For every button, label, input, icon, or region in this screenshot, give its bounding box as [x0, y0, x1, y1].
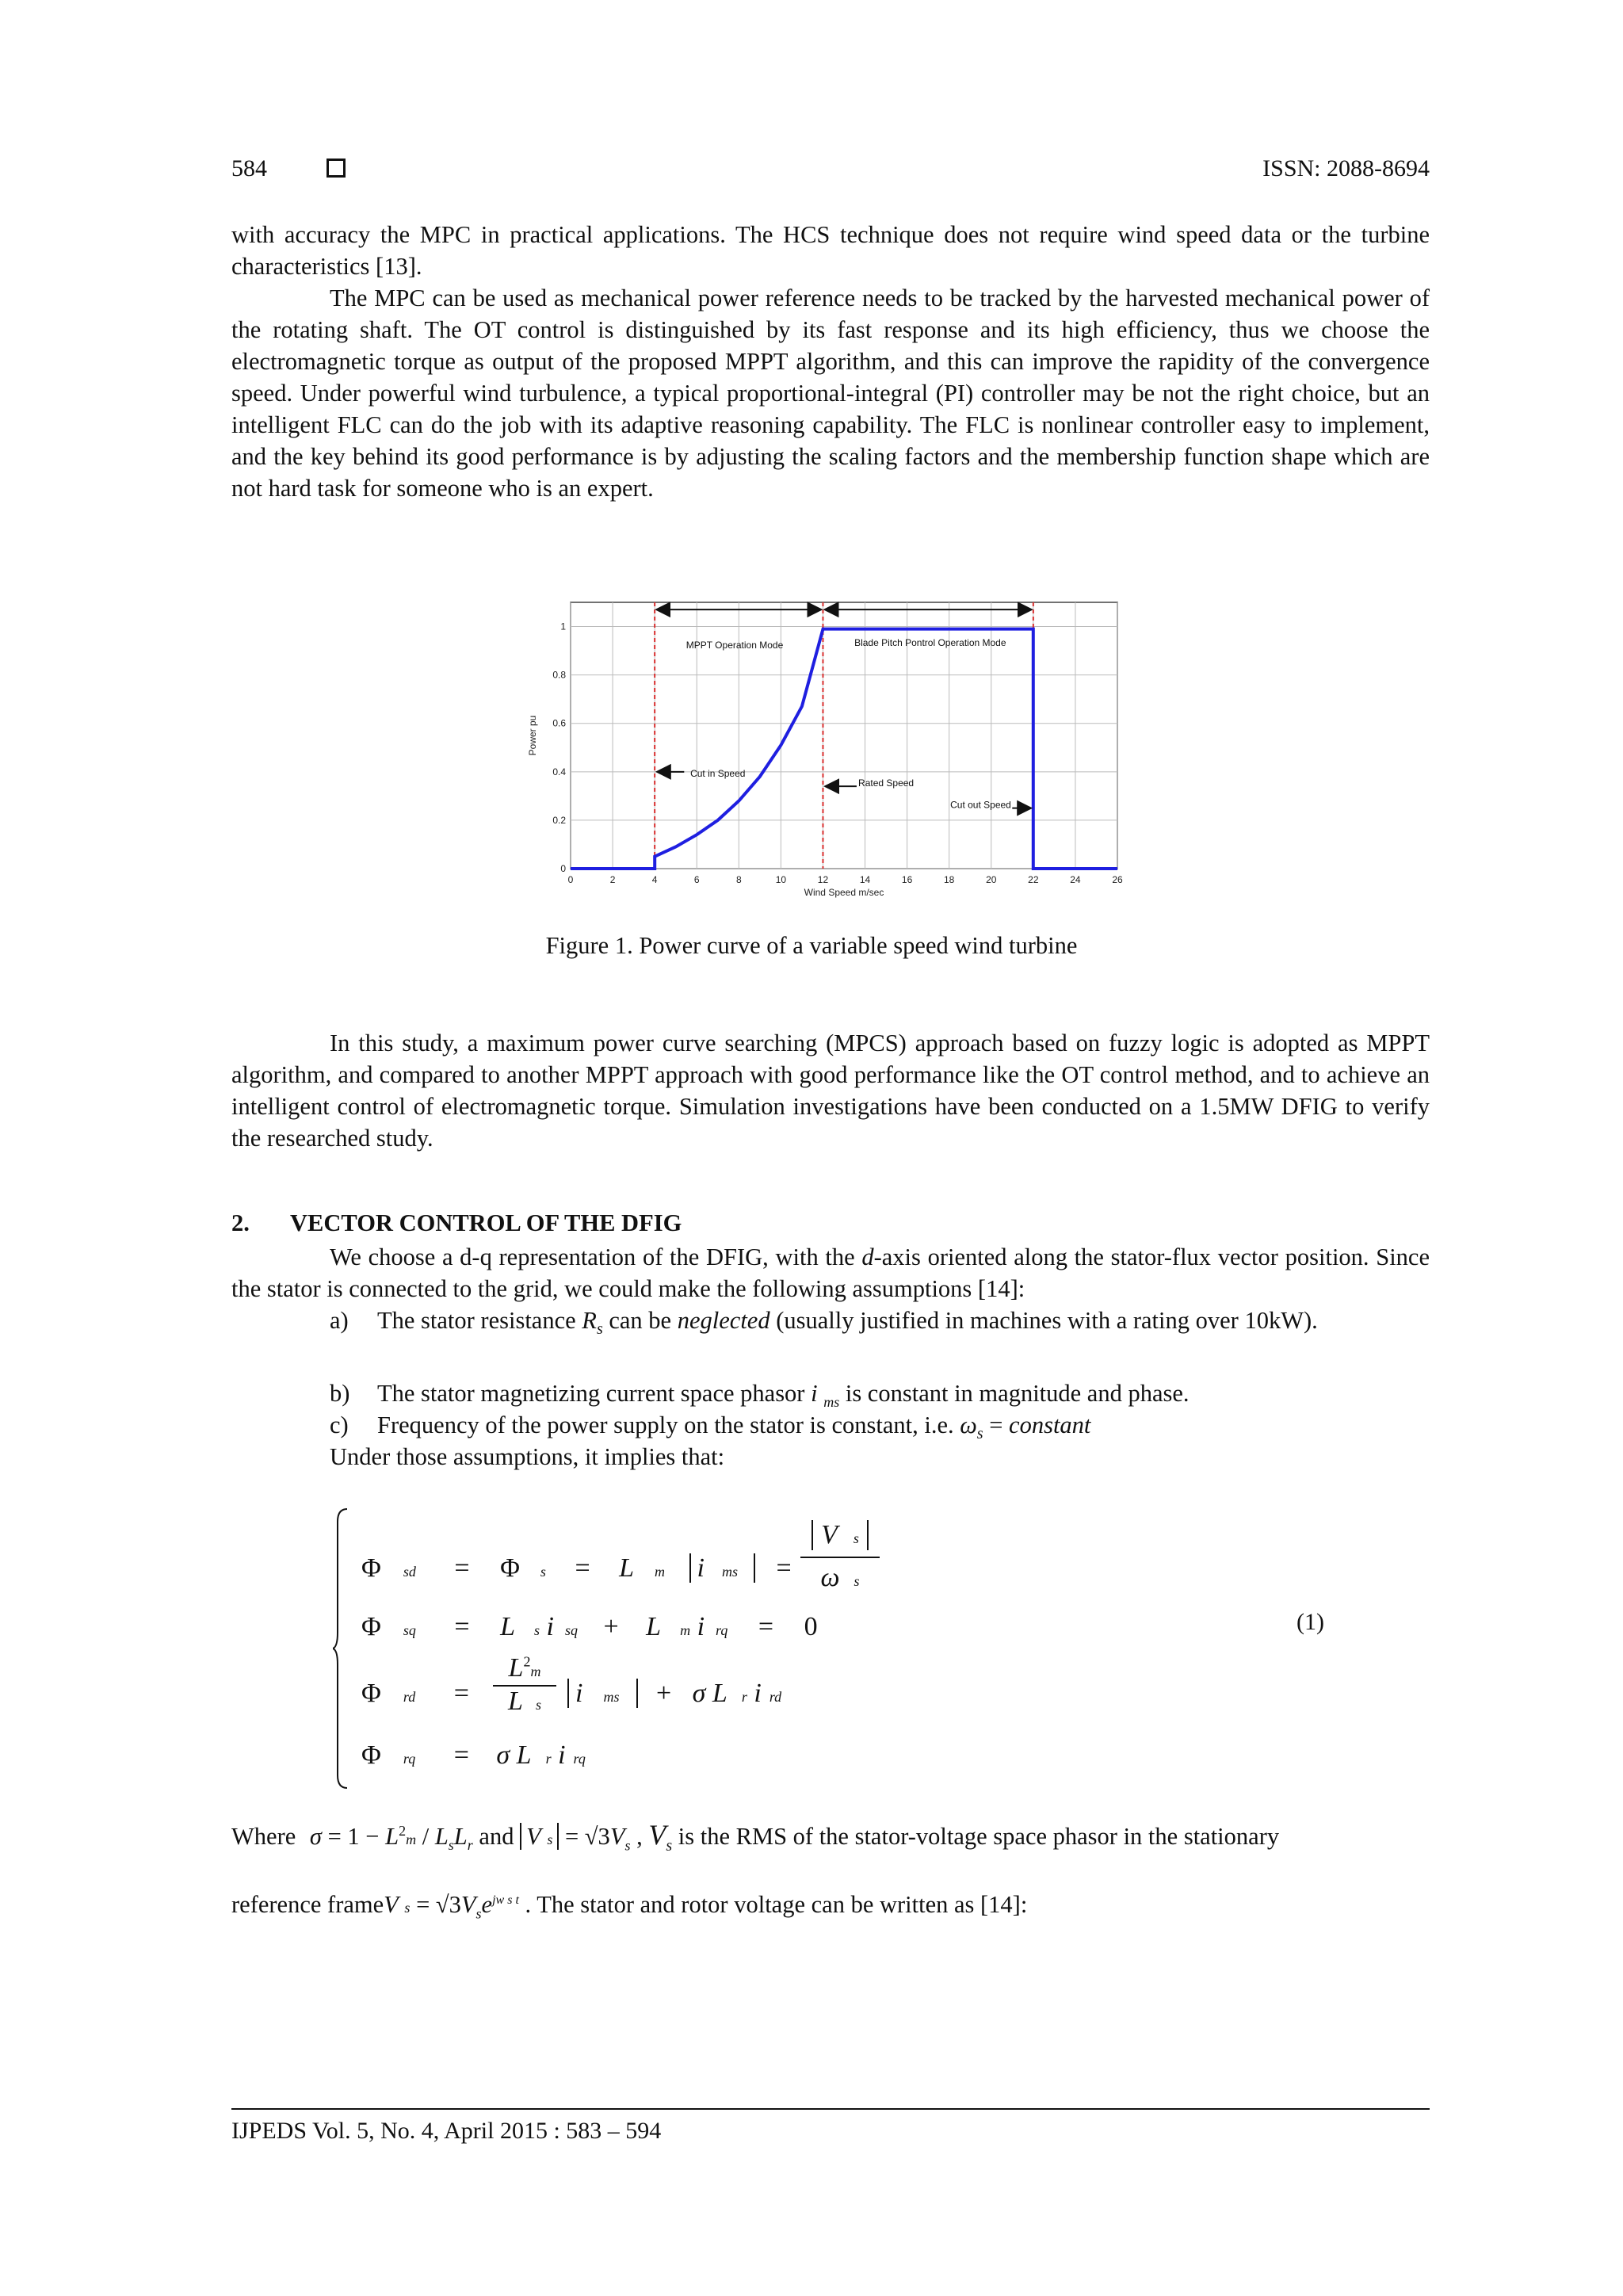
figure-caption: Figure 1. Power curve of a variable speed wind turbine	[545, 932, 1078, 959]
x-tick-label: 8	[735, 874, 742, 885]
y-tick-label: 0.2	[552, 814, 566, 826]
y-tick-label: 0	[560, 863, 566, 874]
x-tick-label: 12	[817, 874, 829, 885]
eq-phi-rq: Φ rq = σ L r i rq	[361, 1740, 586, 1770]
square-bullet-icon	[327, 159, 346, 178]
eq-rd-rest: i ms + σ L r i rd	[567, 1679, 781, 1709]
x-tick-label: 10	[775, 874, 787, 885]
x-axis-label: Wind Speed m/sec	[804, 887, 884, 898]
footer-citation: IJPEDS Vol. 5, No. 4, April 2015 : 583 – 594	[231, 2118, 662, 2144]
x-tick-label: 0	[567, 874, 574, 885]
page-number: 584	[231, 155, 267, 181]
paragraph-3: In this study, a maximum power curve searching (MPCS) approach based on fuzzy logic is adopted as MPPT algorithm, and compared to another MPPT approach with good performance like the OT control method, and to achieve an intelligent control of electromagnetic torque. Simulation investigations have been conducted on a 1.5MW DFIG to verify the researched study.	[231, 1030, 1430, 1152]
eq-lm2-over-ls: $L^2m$ Ls	[493, 1653, 556, 1717]
section-number: 2.	[231, 1209, 250, 1236]
ref-frame-after: . The stator and rotor voltage can be written as [14]:	[525, 1891, 1028, 1919]
eq-phi-rd: Φ rd =	[361, 1679, 469, 1708]
x-tick-label: 26	[1112, 874, 1123, 885]
left-brace	[333, 1506, 349, 1791]
y-tick-label: 0.8	[552, 669, 566, 681]
x-tick-label: 16	[901, 874, 913, 885]
where-line: Where $\sigma = 1 - L^2m / L_sL_r$ and V $s = √3V_s$ , $V_s$ is the RMS of the stator-voltage space phasor in the stationary	[231, 1819, 1280, 1855]
x-tick-label: 6	[693, 874, 700, 885]
power-curve-chart	[507, 593, 1141, 902]
x-tick-label: 22	[1028, 874, 1039, 885]
eq-phi-sq: Φ sq = L s i sq + L m i rq = 0	[361, 1612, 818, 1641]
footer-rule	[231, 2108, 1430, 2110]
chart-annotation: Rated Speed	[858, 777, 915, 789]
chart-annotation: Cut in Speed	[690, 767, 746, 779]
y-tick-label: 0.4	[552, 766, 566, 777]
reference-frame-line: reference frameV $s = √3V_se^{jw s t}$ . The stator and rotor voltage can be written as [14]:	[231, 1891, 1028, 1922]
eq-phi-sd: Φ sd = Φ s = L m i ms =	[361, 1553, 792, 1583]
issn: ISSN: 2088-8694	[1262, 155, 1430, 181]
x-tick-label: 20	[986, 874, 997, 885]
where-text: is the RMS of the stator-voltage space phasor in the stationary	[678, 1823, 1280, 1851]
chart-annotation: Cut out Speed	[950, 799, 1011, 811]
y-tick-label: 1	[560, 621, 566, 632]
x-tick-label: 4	[651, 874, 658, 885]
x-tick-label: 18	[944, 874, 955, 885]
y-axis-label: Power pu	[527, 715, 538, 756]
paragraph-1: with accuracy the MPC in practical applications. The HCS technique does not require wind speed data or the turbine characteristics [13].	[231, 221, 1430, 280]
chart-annotation: Blade Pitch Pontrol Operation Mode	[854, 636, 1006, 648]
equation-number: (1)	[1296, 1609, 1324, 1635]
paragraph-2: The MPC can be used as mechanical power reference needs to be tracked by the harvested mechanical power of the rotating shaft. The OT control is distinguished by its fast response and its high efficiency, thus we choose the electromagnetic torque as output of the proposed MPPT algorithm, and this can improve the rapidity of the convergence speed. Under powerful wind turbulence, a typical proportional-integral (PI) controller may be not the right choice, but an intelligent FLC can do the job with its adaptive reasoning capability. The FLC is nonlinear controller easy to implement, and the key behind its good performance is by adjusting the scaling factors and the membership function shape which are not hard task for someone who is an expert.	[231, 285, 1430, 502]
section-title: VECTOR CONTROL OF THE DFIG	[290, 1209, 682, 1236]
eq-vs-over-ws: V s ω s	[800, 1520, 880, 1593]
section-heading	[231, 1209, 682, 1237]
x-tick-label: 24	[1070, 874, 1081, 885]
y-tick-label: 0.6	[552, 717, 566, 729]
ref-frame-text: reference frame	[231, 1891, 384, 1919]
under-assumptions: Under those assumptions, it implies that:	[330, 1443, 725, 1470]
x-tick-label: 14	[859, 874, 871, 885]
section-intro: We choose a d-q representation of the DFIG, with the d-axis oriented along the stator-flux vector position. Since the stator is connected to the grid, we could make the following assumptions [14]:	[231, 1244, 1430, 1302]
plot-frame	[571, 602, 1117, 869]
chart-annotation: MPPT Operation Mode	[685, 640, 784, 651]
x-tick-label: 2	[609, 874, 616, 885]
